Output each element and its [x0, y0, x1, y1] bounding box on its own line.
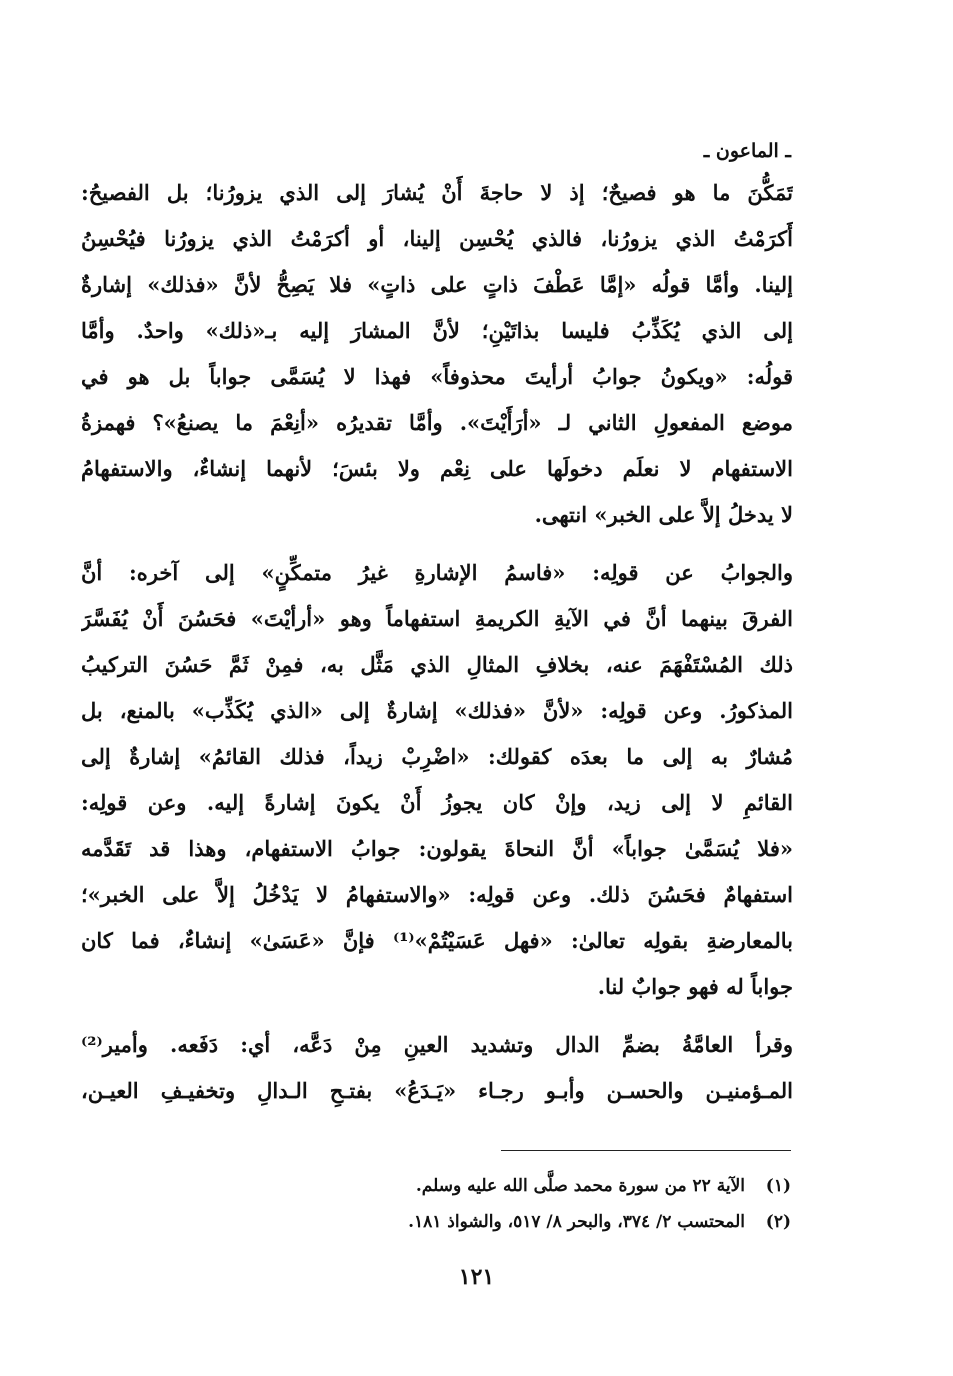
page-number: ١٢١ [458, 1264, 495, 1290]
text-line: مُشارٌ به إلى ما بعدَه كقولك: «اضْرِبْ زيداً، فذلك القائمُ» إشارةٌ إلى [81, 744, 793, 769]
text-line: بالمعارضةِ بقولِه تعالىٰ: «فهل عَسَيْتُمْ»⁽¹⁾ فإنَّ «عَسَىٰ» إنشاءٌ، فما كان [81, 928, 793, 953]
paragraph-3 [81, 1022, 793, 1114]
footnote-text: الآية ٢٢ من سورة محمد صلَّى الله عليه وسلم. [415, 1176, 745, 1196]
footnote-text: المحتسب ٢/ ٣٧٤، والبحر ٨/ ٥١٧، والشواذ ١٨١. [408, 1212, 745, 1232]
paragraph-2 [81, 550, 793, 1010]
paragraph-1 [81, 170, 793, 538]
text-line: تَمَكُّنَ ما هو فصيحٌ؛ إذ لا حاجةَ أَنْ يُشارَ إلى الذي يزورُنا؛ بل الفصيحُ: [81, 180, 793, 205]
footnote-1 [91, 1168, 791, 1204]
text-line: الاستفهام لا نعلَم دخولَها على نِعْم ولا بئسَ؛ لأنهما إنشاءٌ، والاستفهامُ [81, 456, 793, 481]
text-line: استفهامٌ فحَسُنَ ذلك. وعن قولِه: «والاستفهامُ لا يَدْخُلُ إلاَّ على الخبر»؛ [81, 882, 793, 907]
footnote-number: (٢) [765, 1212, 791, 1232]
text-line: قولُه: «ويكونُ جوابُ أرأيتَ محذوفاً» فهذا لا يُسَمَّى جواباً بل هو في [81, 364, 793, 389]
text-line: جواباً له فهو جوابٌ لنا. [597, 974, 793, 999]
footnotes [91, 1168, 791, 1240]
running-header: ـ الماعون ـ [703, 140, 791, 162]
text-line: لا يدخلُ إلاَّ على الخبر» انتهى. [534, 502, 793, 527]
footnote-2 [91, 1204, 791, 1240]
text-line: إلى الذي يُكَذِّبُ فليسا بذاتَيْنِ؛ لأنَّ المشارَ إليه بـ«ذلك» واحدٌ. وأمَّا [81, 318, 793, 343]
footnote-number: (١) [765, 1176, 791, 1196]
footnote-divider [501, 1150, 791, 1151]
text-line: الفرقَ بينهما أنَّ في الآيةِ الكريمةِ استفهاماً وهو «أرأيْتَ» فحَسُنَ أَنْ يُفَسَّرَ [81, 606, 793, 631]
text-line: أَكرَمْتُ الذي يزورُنا، فالذي يُحْسِن إلينا، أو أكرَمْتُ الذي يزورُنا فيُحْسِنُ [81, 226, 793, 251]
text-line: موضع المفعولِ الثاني لـ «أرَأَيْتَ». وأمَّا تقديرُه «أنِعْمَ ما يصنعُ»؟ فهمزةُ [81, 410, 793, 435]
text-line: ذلك المُسْتَفْهَمَ عنه، بخلافِ المثالِ الذي مَثَّل به، فمِنْ ثَمَّ حَسُنَ التركيبُ [81, 652, 793, 677]
text-line: والجوابُ عن قولِه: «فاسمُ الإشارةِ غيرُ متمكِّنٍ» إلى آخره: أنَّ [81, 560, 793, 585]
text-line: «فلا يُسَمَّىٰ جواباً» أنَّ النحاةَ يقولون: جوابُ الاستفهام، وهذا قد تَقَدَّمه [81, 836, 793, 861]
text-line: وقرأ العامَّةُ بضمِّ الدال وتشديد العينِ مِنْ دَعَّه، أي: دَفَعه. وأمير⁽²⁾ [81, 1032, 793, 1057]
text-line: المـؤمنيـن والحسـن وأبـو رجـاء «يَـدَعُ» بفتـحِ الـدالِ وتخفيـفِ العيـن، [81, 1078, 793, 1103]
text-line: المذكورُ. وعن قولِه: «لأنَّ «فذلك» إشارةٌ إلى «الذي يُكَذِّب» بالمنع، بل [81, 698, 793, 723]
main-text [81, 170, 793, 1114]
text-line: القائمِ لا إلى زيد، وإنْ كان يجوزُ أَنْ يكونَ إشارةً إليه. وعن قولِه: [81, 790, 793, 815]
text-line: إلينا. وأمَّا قولُه «إمَّا عَطْفَ ذاتٍ على ذاتٍ» فلا يَصِحُّ لأنَّ «فذلك» إشارةٌ [81, 272, 793, 297]
